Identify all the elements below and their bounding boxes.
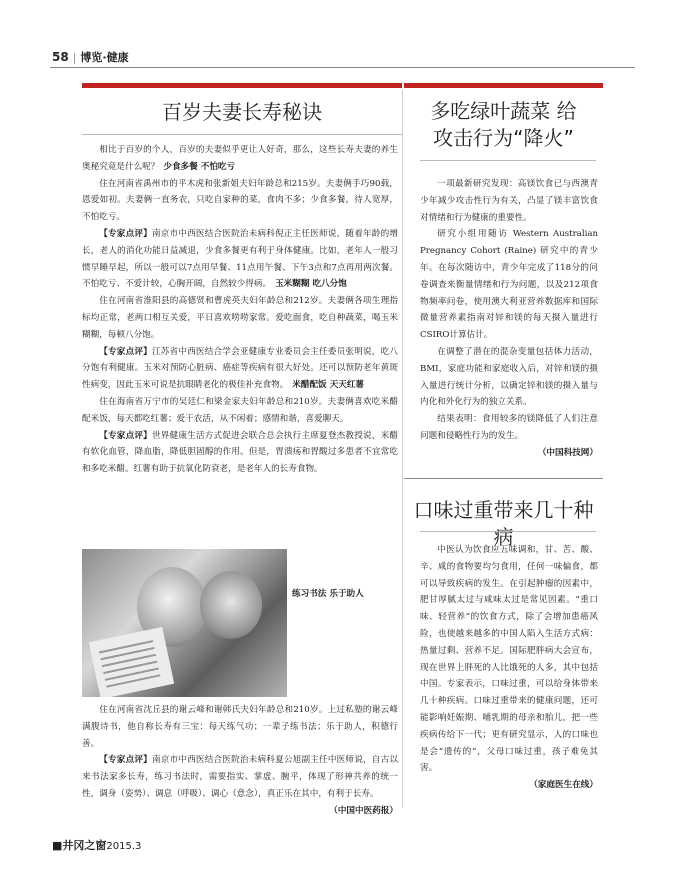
header-divider: |: [72, 51, 77, 64]
left-title-rule: [82, 134, 402, 135]
left-article-body-bottom: [82, 702, 398, 820]
paragraph: 一项最新研究发现：高镁饮食已与西澳青少年减少攻击性行为有关，凸显了镁丰富饮食对情绪和行为健康的重要性。: [420, 179, 598, 223]
subheading-3: 米醋配饭 天天红薯: [292, 380, 365, 391]
expert-comment-tag: 【专家点评】: [99, 228, 152, 239]
page-header: [52, 49, 129, 65]
right-bottom-source: （家庭医生在线）: [529, 780, 598, 791]
magazine-masthead: ■井冈之窗: [52, 839, 107, 852]
right-bottom-article-body: [420, 542, 598, 794]
left-article-body-side: [292, 586, 398, 603]
column-divider: [402, 90, 403, 808]
expert-comment: 世界健康生活方式促进会联合总会执行主席夏登杰教授说，米醋有软化血管，降血脂，降低胆固醇的作用。但是，胃溃疡和胃酸过多患者不宜常吃和多吃米醋。红薯有助于抗氧化防衰老，是老年人的长寿食物。: [82, 430, 398, 475]
subheading-1: 少食多餐 不怕吃亏: [163, 161, 236, 172]
expert-comment: 南京市中西医结合医院治未病科倪正主任医师说，随着年龄的增长，老人的消化功能日益减退，少食多餐更有利于身体健康。比如，老年人一般习惯早睡早起，所以一般可以7点用早餐、11点用午餐、下午3点和7点再用两次餐。不怕吃亏、不爱计较，心胸开阔，自然较少得病。: [82, 228, 398, 290]
right-top-article-body: [420, 176, 598, 462]
expert-comment-tag: 【专家点评】: [99, 430, 152, 441]
right-section-divider: [404, 478, 603, 479]
page-footer: [52, 837, 141, 853]
intro-text: 相比于百岁的个人，百岁的夫妻似乎更让人好奇，那么，这些长寿夫妻的养生奥秘究竟是什么呢？: [82, 145, 398, 172]
issue-number: 2015.3: [106, 841, 142, 852]
elderly-couple-photo: [82, 549, 287, 697]
paragraph: 在调整了潜在的混杂变量包括体力活动，BMI，家庭功能和家庭收入后，对锌和镁的摄入量进行统计分析，以确定锌和镁的摄入量与内化和外化行为的独立关系。: [420, 346, 598, 408]
paragraph: 住在河南省禹州市的平木虎和张新姐夫妇年龄总和215岁。夫妻俩手巧90载，恩爱如初。夫妻俩一直务农，只吃自家种的菜，食肉不多；少食多餐，待人宽厚，不怕吃亏。: [82, 178, 398, 223]
left-intro: [82, 142, 398, 176]
photo-figure-woman: [200, 571, 262, 639]
right-top-title-line2: 攻击行为“降火”: [433, 126, 574, 150]
paragraph: 研究小组用随访 Western Australian Pregnancy Cohort (Raine) 研究中的青少年。在每次随访中，青少年完成了118分的问卷调查来衡量情绪和行为问题，以及212项食物频率问卷，使用澳大利亚营养数据库和国际微量营养素指南对锌和镁的每天摄入量进行CSIRO计算估计。: [420, 229, 598, 341]
right-top-title: [404, 98, 603, 152]
subheading-2: 玉米糊糊 吃八分饱: [275, 279, 347, 290]
right-bottom-title: 口味过重带来几十种病: [413, 498, 594, 549]
left-article-body-top: [82, 142, 398, 478]
expert-comment-tag: 【专家点评】: [99, 346, 152, 357]
subheading-4: 练习书法 乐于助人: [292, 589, 364, 599]
paragraph: 住在河南省沈丘县的谢云峰和谢韩氏夫妇年龄总和210岁。上过私塾的谢云峰满腹诗书，他自称长寿有三宝：每天练气功；一辈子练书法；乐于助人，积德行善。: [82, 705, 398, 749]
paragraph: 住在海南省万宁市的吴廷仁和梁金家夫妇年龄总和210岁。夫妻俩喜欢吃米醋配米饭，每天都吃红薯；爱干农活，从不闲着；感情和谐，喜爱聊天。: [82, 396, 398, 424]
left-source: （中国中医药报）: [329, 805, 398, 816]
photo-newspaper: [89, 627, 174, 697]
section-name: 博览·健康: [80, 51, 129, 64]
right-top-source: （中国科技网）: [537, 447, 598, 458]
expert-comment: 南京市中西医结合医院治未病科夏公旭副主任中医师说，自古以来书法家多长寿，练习书法时，需要指实、掌虚、腕平，体现了形神共养的统一性，调身（姿势）、调息（呼吸）、调心（意念），真正乐在其中，有利于长寿。: [82, 755, 398, 799]
header-rule: [50, 67, 635, 68]
right-bottom-title-rule: [420, 531, 596, 532]
right-top-title-line1: 多吃绿叶蔬菜 给: [430, 99, 577, 123]
page-number: 58: [52, 50, 69, 64]
left-title-bar: [82, 83, 402, 88]
expert-comment-tag: 【专家点评】: [99, 755, 152, 766]
paragraph: 结果表明：食用较多的镁降低了人们注意问题和侵略性行为的发生。: [420, 414, 598, 441]
paragraph: 中医认为饮食应五味调和，甘、苦、酸、辛、咸的食物要均匀食用，任何一味偏食，都可以导致疾病的发生。在引起肿瘤的因素中，肥甘厚腻太过与咸味太过是常见因素。“重口味、轻营养”的饮食方式，除了会增加患癌风险，也使越来越多的中国人陷入生活方式病：热量过剩、营养不足。国际肥胖病大会宣布，现在世界上胖死的人比饿死的人多，其中包括中国。专家表示，口味过重，可以给身体带来几十种疾病。口味过重带来的健康问题，还可能影响妊娠期、哺乳期的母亲和胎儿，把一些疾病传给下一代；更有研究显示，人的口味也是会“遗传的”，父母口味过重，孩子难免其害。: [420, 545, 598, 774]
left-article-title: 百岁夫妻长寿秘诀: [162, 100, 322, 124]
paragraph: 住在河南省淮阳县的高德贤和曹虎英夫妇年龄总和212岁。夫妻俩各项生理指标均正常，老两口相互关爱，平日喜欢唠唠家常。爱吃面食，吃自种蔬菜，喝玉米糊糊，每顿八分饱。: [82, 296, 398, 340]
expert-comment: 江苏省中西医结合学会亚健康专业委员会主任委员张明说，吃八分饱有利健康。玉米对预防心脏病、癌症等疾病有很大好处。还可以预防老年黄斑性病变，因此玉米可说是抗眼睛老化的极佳补充食物。: [82, 346, 398, 391]
right-title-bar: [404, 83, 603, 88]
right-top-title-rule: [420, 160, 596, 161]
